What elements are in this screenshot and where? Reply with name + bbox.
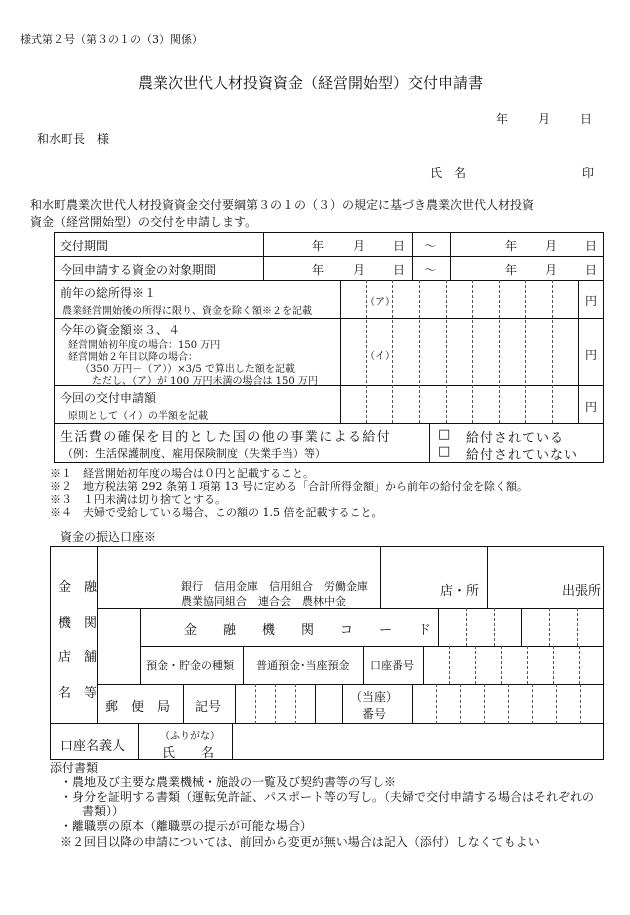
post-office-label: 郵 便 局 xyxy=(105,700,171,715)
addressee: 和水町長 様 xyxy=(37,132,110,146)
this-year-note-2: 経営開始２年目以降の場合： xyxy=(68,352,198,363)
attachments-title: 添付書類 xyxy=(50,761,99,775)
this-year-note-3: （350 万円－（ア））×3/5 で算出した額を記載 xyxy=(80,364,295,375)
this-grant-label: 今回の交付申請額 xyxy=(60,391,157,405)
seal-label: 印 xyxy=(582,166,595,180)
other-benefit-note: （例：生活保護制度、雇用保険制度（失業手当）等） xyxy=(62,447,326,460)
period-label: 交付期間 xyxy=(60,239,109,253)
option-received: 給付されている xyxy=(466,431,565,446)
target-start-day: 日 xyxy=(393,263,406,277)
period-tilde: ～ xyxy=(424,239,437,253)
target-end-year: 年 xyxy=(505,263,518,277)
account-no-label: 口座番号 xyxy=(370,659,414,672)
option-not-received: 給付されていない xyxy=(466,448,579,463)
yen-this-year: 円 xyxy=(585,348,598,362)
branch-label: 店・所 xyxy=(440,584,480,599)
target-start-year: 年 xyxy=(312,263,325,277)
holder-row xyxy=(50,724,604,760)
date-day-label: 日 xyxy=(580,112,593,126)
yen-this-grant: 円 xyxy=(585,400,598,414)
other-benefit-label: 生活費の確保を目的とした国の他の事業による給付 xyxy=(60,430,392,445)
period-start-month: 月 xyxy=(353,239,366,253)
prev-income-label: 前年の総所得※１ xyxy=(60,286,157,300)
prev-income-note: 農業経営開始後の所得に限り、資金を除く額※２を記載 xyxy=(62,306,312,317)
symbol-label: 記号 xyxy=(195,700,222,715)
mark-i: （イ） xyxy=(365,351,395,362)
period-start-year: 年 xyxy=(312,239,325,253)
bank-types-2: 農業協同組合 連合会 農林中金 xyxy=(181,595,346,608)
attachment-1: ・農地及び主要な農業機械・施設の一覧及び契約書等の写し※ xyxy=(60,775,397,789)
sub-branch-label: 出張所 xyxy=(562,584,602,599)
attachment-3: ・離職票の原本（離職票の提示が可能な場合） xyxy=(60,819,313,833)
note-2: ※２ 地方税法第 292 条第１項第 13 号に定める「合計所得金額」から前年の給付金を除く額。 xyxy=(50,480,528,493)
note-3: ※３ １円未満は切り捨てとする。 xyxy=(50,493,226,506)
bank-section-title: 資金の振込口座※ xyxy=(60,530,157,544)
target-end-day: 日 xyxy=(585,263,598,277)
fin-label-1: 金 融 xyxy=(58,580,98,595)
bank-types-1: 銀行 信用金庫 信用組合 労働金庫 xyxy=(181,580,368,593)
period-end-day: 日 xyxy=(585,239,598,253)
date-month-label: 月 xyxy=(538,112,551,126)
target-start-month: 月 xyxy=(353,263,366,277)
this-year-note-1: 経営開始初年度の場合：150 万円 xyxy=(68,340,221,351)
target-tilde: ～ xyxy=(424,263,437,277)
this-grant-note: 原則として（イ）の半額を記載 xyxy=(68,411,208,422)
holder-name-label: 氏 名 xyxy=(162,746,215,761)
period-start-day: 日 xyxy=(393,239,406,253)
yen-prev-income: 円 xyxy=(585,294,598,308)
furigana-label: （ふりがな） xyxy=(160,731,220,742)
fin-code-label: 金 融 機 関 コ ー ド xyxy=(184,623,432,638)
period-end-month: 月 xyxy=(545,239,558,253)
fin-label-4: 名 等 xyxy=(58,686,98,701)
attachments-footnote: ※２回目以降の申請については、前回から変更が無い場合は記入（添付）しなくてもよい xyxy=(60,835,540,849)
period-end-year: 年 xyxy=(505,239,518,253)
checkbox-not-received[interactable]: □ xyxy=(438,444,451,459)
number-label: 番号 xyxy=(362,707,387,721)
note-1: ※１ 経営開始初年度の場合は０円と記載すること。 xyxy=(50,467,314,480)
intro-line-2: 資金（経営開始型）の交付を申請します。 xyxy=(30,215,258,229)
toza-label: （当座） xyxy=(350,690,399,704)
target-period-label: 今回申請する資金の対象期間 xyxy=(60,263,217,277)
target-end-month: 月 xyxy=(545,263,558,277)
deposit-type-label: 預金・貯金の種類 xyxy=(146,659,234,672)
holder-label: 口座名義人 xyxy=(60,739,126,754)
intro-line-1: 和水町農業次世代人材投資資金交付要綱第３の１の（３）の規定に基づき農業次世代人材投資 xyxy=(30,198,535,212)
page-title: 農業次世代人材投資資金（経営開始型）交付申請書 xyxy=(138,74,484,92)
fin-label-2: 機 関 xyxy=(58,616,98,631)
applicant-name-label: 氏 名 xyxy=(430,166,467,180)
this-year-label: 今年の資金額※３、４ xyxy=(60,323,181,337)
fin-label-3: 店 舗 xyxy=(58,650,98,665)
attachment-2b: 書類）） xyxy=(82,804,125,818)
date-year-label: 年 xyxy=(496,112,509,126)
mark-a: （ア） xyxy=(365,297,395,308)
note-4: ※４ 夫婦で受給している場合、この額の 1.5 倍を記載すること。 xyxy=(50,506,383,519)
checkbox-received[interactable]: □ xyxy=(438,427,451,442)
attachment-2a: ・身分を証明する書類（運転免許証、パスポート等の写し。（夫婦で交付申請する場合はそれぞれの xyxy=(60,790,595,804)
this-year-note-4: ただし、（ア）が 100 万円未満の場合は 150 万円 xyxy=(92,376,318,387)
deposit-kind-label: 普通預金･当座預金 xyxy=(256,659,350,672)
form-number: 様式第２号（第３の１の（3）関係） xyxy=(20,33,203,46)
